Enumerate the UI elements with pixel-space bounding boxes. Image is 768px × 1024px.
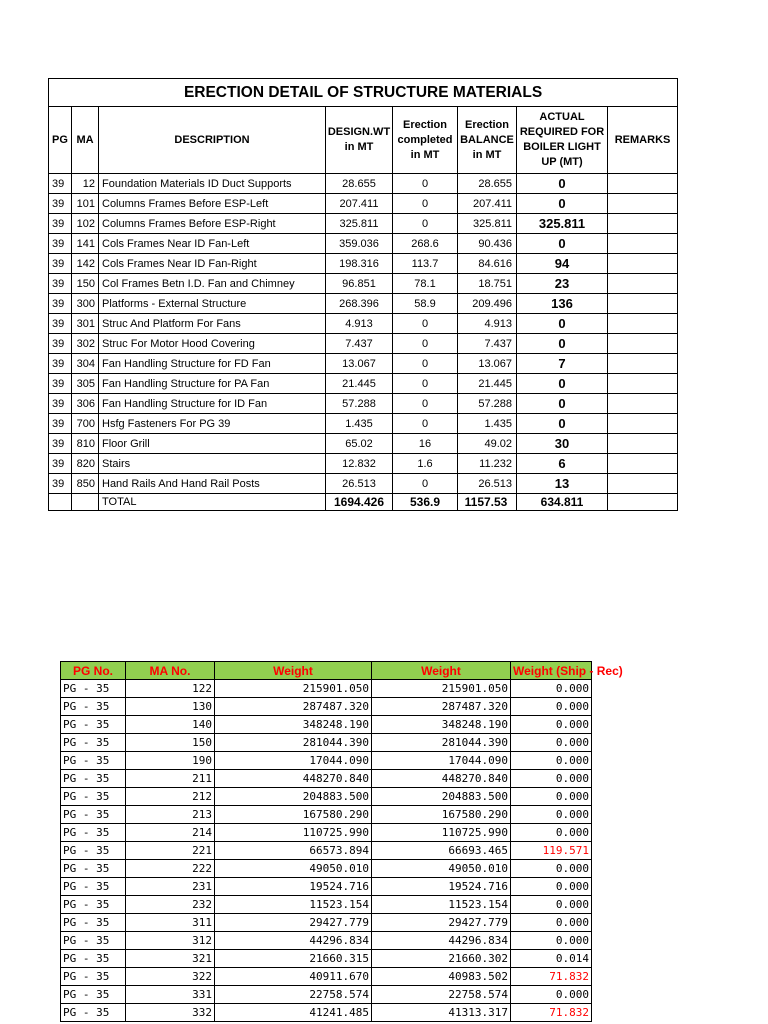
weight-ship-cell: 66573.894 [215, 842, 372, 860]
weight-received-cell: 21660.302 [372, 950, 511, 968]
design-weight-cell: 12.832 [326, 454, 393, 474]
description-cell: Fan Handling Structure for ID Fan [99, 394, 326, 414]
description-cell: Cols Frames Near ID Fan-Right [99, 254, 326, 274]
weight-difference-cell: 0.000 [511, 788, 592, 806]
weight-received-cell: 110725.990 [372, 824, 511, 842]
weight-received-cell: 41313.317 [372, 1004, 511, 1022]
weight-received-cell: 29427.779 [372, 914, 511, 932]
weight-ship-cell: 49050.010 [215, 860, 372, 878]
pg-no-cell: PG - 35 [61, 806, 126, 824]
weight-ship-cell: 44296.834 [215, 932, 372, 950]
pg-no-cell: PG - 35 [61, 896, 126, 914]
weight-received-cell: 281044.390 [372, 734, 511, 752]
pg-no-cell: PG - 35 [61, 914, 126, 932]
total-row [49, 494, 678, 511]
actual-required-cell: 94 [517, 254, 608, 274]
remarks-cell [608, 194, 678, 214]
pg-no-cell: PG - 35 [61, 734, 126, 752]
weight-received-cell: 19524.716 [372, 878, 511, 896]
remarks-cell [608, 334, 678, 354]
table-row [61, 734, 592, 752]
completed-cell: 0 [393, 334, 458, 354]
completed-cell: 268.6 [393, 234, 458, 254]
weight-ship-cell: 448270.840 [215, 770, 372, 788]
weight-ship-cell: 17044.090 [215, 752, 372, 770]
weight-received-cell: 66693.465 [372, 842, 511, 860]
weight-ship-cell: 40911.670 [215, 968, 372, 986]
description-cell: Platforms - External Structure [99, 294, 326, 314]
ma-cell: 850 [72, 474, 99, 494]
ma-cell: 304 [72, 354, 99, 374]
weight-received-cell: 348248.190 [372, 716, 511, 734]
actual-required-cell: 30 [517, 434, 608, 454]
pg-cell: 39 [49, 374, 72, 394]
pg-no-cell: PG - 35 [61, 770, 126, 788]
weight-ship-cell: 348248.190 [215, 716, 372, 734]
weight-difference-cell: 0.000 [511, 716, 592, 734]
erection-detail-table [48, 78, 678, 511]
remarks-cell [608, 254, 678, 274]
weight-difference-cell: 0.000 [511, 806, 592, 824]
header-weight-received: Weight [372, 662, 511, 680]
description-cell: Cols Frames Near ID Fan-Left [99, 234, 326, 254]
weight-ship-cell: 21660.315 [215, 950, 372, 968]
ma-no-cell: 130 [126, 698, 215, 716]
weight-ship-cell: 22758.574 [215, 986, 372, 1004]
completed-cell: 113.7 [393, 254, 458, 274]
weight-difference-cell: 0.000 [511, 752, 592, 770]
remarks-cell [608, 174, 678, 194]
actual-required-cell: 0 [517, 394, 608, 414]
weight-ship-cell: 167580.290 [215, 806, 372, 824]
design-weight-cell: 26.513 [326, 474, 393, 494]
table-row [61, 788, 592, 806]
description-cell: Columns Frames Before ESP-Right [99, 214, 326, 234]
description-cell: Struc For Motor Hood Covering [99, 334, 326, 354]
pg-cell: 39 [49, 214, 72, 234]
pg-cell: 39 [49, 454, 72, 474]
description-cell: Foundation Materials ID Duct Supports [99, 174, 326, 194]
pg-cell: 39 [49, 474, 72, 494]
pg-cell: 39 [49, 354, 72, 374]
actual-required-cell: 13 [517, 474, 608, 494]
weight-difference-cell: 71.832 [511, 968, 592, 986]
pg-cell: 39 [49, 334, 72, 354]
table-row [61, 950, 592, 968]
weight-ship-cell: 41241.485 [215, 1004, 372, 1022]
completed-cell: 58.9 [393, 294, 458, 314]
header-erection-balance: Erection BALANCE in MT [458, 107, 517, 174]
pg-no-cell: PG - 35 [61, 932, 126, 950]
pg-no-cell: PG - 35 [61, 986, 126, 1004]
weight-difference-cell: 71.832 [511, 1004, 592, 1022]
completed-cell: 0 [393, 314, 458, 334]
balance-cell: 325.811 [458, 214, 517, 234]
table-row [61, 806, 592, 824]
table-row [49, 454, 678, 474]
completed-cell: 0 [393, 214, 458, 234]
remarks-cell [608, 234, 678, 254]
header-design-weight: DESIGN.WT in MT [326, 107, 393, 174]
table-row [61, 752, 592, 770]
pg-cell: 39 [49, 294, 72, 314]
pg-no-cell: PG - 35 [61, 1004, 126, 1022]
balance-cell: 49.02 [458, 434, 517, 454]
weight-ship-cell: 19524.716 [215, 878, 372, 896]
ma-no-cell: 190 [126, 752, 215, 770]
weight-ship-cell: 204883.500 [215, 788, 372, 806]
table-row [49, 354, 678, 374]
completed-cell: 0 [393, 194, 458, 214]
table-row [49, 294, 678, 314]
weight-received-cell: 448270.840 [372, 770, 511, 788]
weight-difference-cell: 0.000 [511, 896, 592, 914]
ma-cell: 300 [72, 294, 99, 314]
actual-required-cell: 7 [517, 354, 608, 374]
completed-cell: 0 [393, 374, 458, 394]
ma-cell: 301 [72, 314, 99, 334]
weight-difference-cell: 0.000 [511, 914, 592, 932]
table-row [49, 234, 678, 254]
table-row [61, 770, 592, 788]
design-weight-cell: 57.288 [326, 394, 393, 414]
weight-ship-cell: 110725.990 [215, 824, 372, 842]
description-cell: Hand Rails And Hand Rail Posts [99, 474, 326, 494]
balance-cell: 7.437 [458, 334, 517, 354]
header-weight-ship: Weight [215, 662, 372, 680]
pg-no-cell: PG - 35 [61, 752, 126, 770]
balance-cell: 209.496 [458, 294, 517, 314]
weight-ship-cell: 215901.050 [215, 680, 372, 698]
table-row [61, 842, 592, 860]
weight-difference-cell: 0.000 [511, 680, 592, 698]
table-row [61, 860, 592, 878]
pg-no-cell: PG - 35 [61, 680, 126, 698]
design-weight-cell: 198.316 [326, 254, 393, 274]
weight-difference-cell: 0.014 [511, 950, 592, 968]
design-weight-cell: 28.655 [326, 174, 393, 194]
weight-received-cell: 22758.574 [372, 986, 511, 1004]
table-row [49, 214, 678, 234]
balance-cell: 13.067 [458, 354, 517, 374]
pg-no-cell: PG - 35 [61, 788, 126, 806]
pg-no-cell: PG - 35 [61, 842, 126, 860]
total-pg-cell [49, 494, 72, 511]
weight-ship-cell: 29427.779 [215, 914, 372, 932]
pg-no-cell: PG - 35 [61, 698, 126, 716]
table-row [49, 334, 678, 354]
balance-cell: 57.288 [458, 394, 517, 414]
completed-cell: 0 [393, 414, 458, 434]
pg-no-cell: PG - 35 [61, 860, 126, 878]
weight-difference-cell: 0.000 [511, 824, 592, 842]
completed-cell: 1.6 [393, 454, 458, 474]
table-title: ERECTION DETAIL OF STRUCTURE MATERIALS [49, 79, 678, 107]
design-weight-cell: 7.437 [326, 334, 393, 354]
ma-cell: 302 [72, 334, 99, 354]
weight-ship-cell: 11523.154 [215, 896, 372, 914]
total-design-weight: 1694.426 [326, 494, 393, 511]
weight-difference-cell: 0.000 [511, 770, 592, 788]
actual-required-cell: 0 [517, 334, 608, 354]
weight-difference-cell: 0.000 [511, 986, 592, 1004]
weight-received-cell: 17044.090 [372, 752, 511, 770]
design-weight-cell: 325.811 [326, 214, 393, 234]
remarks-cell [608, 314, 678, 334]
design-weight-cell: 21.445 [326, 374, 393, 394]
design-weight-cell: 4.913 [326, 314, 393, 334]
balance-cell: 18.751 [458, 274, 517, 294]
table-row [49, 194, 678, 214]
weight-difference-cell: 0.000 [511, 698, 592, 716]
actual-required-cell: 23 [517, 274, 608, 294]
description-cell: Struc And Platform For Fans [99, 314, 326, 334]
completed-cell: 0 [393, 474, 458, 494]
weight-received-cell: 204883.500 [372, 788, 511, 806]
ma-no-cell: 232 [126, 896, 215, 914]
balance-cell: 26.513 [458, 474, 517, 494]
total-ma-cell [72, 494, 99, 511]
weight-received-cell: 287487.320 [372, 698, 511, 716]
header-description: DESCRIPTION [99, 107, 326, 174]
total-actual: 634.811 [517, 494, 608, 511]
actual-required-cell: 0 [517, 314, 608, 334]
pg-cell: 39 [49, 174, 72, 194]
header-pg: PG [49, 107, 72, 174]
table-row [49, 174, 678, 194]
ma-cell: 101 [72, 194, 99, 214]
weight-received-cell: 167580.290 [372, 806, 511, 824]
description-cell: Fan Handling Structure for FD Fan [99, 354, 326, 374]
pg-no-cell: PG - 35 [61, 968, 126, 986]
weight-difference-cell: 0.000 [511, 734, 592, 752]
table-row [61, 716, 592, 734]
pg-no-cell: PG - 35 [61, 824, 126, 842]
pg-cell: 39 [49, 434, 72, 454]
remarks-cell [608, 434, 678, 454]
balance-cell: 4.913 [458, 314, 517, 334]
weight-received-cell: 44296.834 [372, 932, 511, 950]
completed-cell: 16 [393, 434, 458, 454]
ma-no-cell: 322 [126, 968, 215, 986]
ma-no-cell: 214 [126, 824, 215, 842]
pg-cell: 39 [49, 314, 72, 334]
weight-received-cell: 40983.502 [372, 968, 511, 986]
pg-cell: 39 [49, 234, 72, 254]
remarks-cell [608, 374, 678, 394]
header-ma-no: MA No. [126, 662, 215, 680]
ma-cell: 12 [72, 174, 99, 194]
balance-cell: 1.435 [458, 414, 517, 434]
pg-cell: 39 [49, 414, 72, 434]
header-remarks: REMARKS [608, 107, 678, 174]
ma-no-cell: 211 [126, 770, 215, 788]
weight-received-cell: 11523.154 [372, 896, 511, 914]
header-ma: MA [72, 107, 99, 174]
table-row [61, 878, 592, 896]
header-erection-completed: Erection completed in MT [393, 107, 458, 174]
ma-cell: 306 [72, 394, 99, 414]
table-row [61, 680, 592, 698]
erection-table-body [49, 174, 678, 494]
ma-cell: 820 [72, 454, 99, 474]
table-row [61, 698, 592, 716]
weight-received-cell: 215901.050 [372, 680, 511, 698]
table-row [49, 434, 678, 454]
ma-no-cell: 332 [126, 1004, 215, 1022]
weight-difference-cell: 119.571 [511, 842, 592, 860]
header-weight-difference: Weight (Ship - Rec) [511, 662, 592, 680]
total-remarks [608, 494, 678, 511]
ma-no-cell: 321 [126, 950, 215, 968]
pg-cell: 39 [49, 194, 72, 214]
table-row [49, 374, 678, 394]
table-row [49, 274, 678, 294]
actual-required-cell: 325.811 [517, 214, 608, 234]
pg-cell: 39 [49, 394, 72, 414]
actual-required-cell: 136 [517, 294, 608, 314]
remarks-cell [608, 454, 678, 474]
completed-cell: 0 [393, 174, 458, 194]
actual-required-cell: 0 [517, 234, 608, 254]
ma-cell: 102 [72, 214, 99, 234]
total-completed: 536.9 [393, 494, 458, 511]
balance-cell: 11.232 [458, 454, 517, 474]
description-cell: Columns Frames Before ESP-Left [99, 194, 326, 214]
total-label: TOTAL [99, 494, 326, 511]
weight-difference-cell: 0.000 [511, 878, 592, 896]
weight-difference-cell: 0.000 [511, 932, 592, 950]
table-row [49, 414, 678, 434]
remarks-cell [608, 274, 678, 294]
design-weight-cell: 359.036 [326, 234, 393, 254]
table-row [61, 1004, 592, 1022]
table-row [61, 914, 592, 932]
balance-cell: 84.616 [458, 254, 517, 274]
weight-received-cell: 49050.010 [372, 860, 511, 878]
completed-cell: 0 [393, 354, 458, 374]
design-weight-cell: 268.396 [326, 294, 393, 314]
description-cell: Fan Handling Structure for PA Fan [99, 374, 326, 394]
pg-no-cell: PG - 35 [61, 716, 126, 734]
actual-required-cell: 0 [517, 194, 608, 214]
weight-difference-cell: 0.000 [511, 860, 592, 878]
table-row [61, 824, 592, 842]
table-row [49, 254, 678, 274]
ma-no-cell: 311 [126, 914, 215, 932]
design-weight-cell: 207.411 [326, 194, 393, 214]
table-row [49, 314, 678, 334]
actual-required-cell: 0 [517, 174, 608, 194]
header-actual-required: ACTUAL REQUIRED FOR BOILER LIGHT UP (MT) [517, 107, 608, 174]
pg-no-cell: PG - 35 [61, 878, 126, 896]
ma-no-cell: 150 [126, 734, 215, 752]
remarks-cell [608, 214, 678, 234]
ma-cell: 700 [72, 414, 99, 434]
header-pg-no: PG No. [61, 662, 126, 680]
pg-cell: 39 [49, 254, 72, 274]
remarks-cell [608, 294, 678, 314]
completed-cell: 78.1 [393, 274, 458, 294]
completed-cell: 0 [393, 394, 458, 414]
pg-no-cell: PG - 35 [61, 950, 126, 968]
design-weight-cell: 13.067 [326, 354, 393, 374]
balance-cell: 21.445 [458, 374, 517, 394]
ma-no-cell: 222 [126, 860, 215, 878]
design-weight-cell: 65.02 [326, 434, 393, 454]
ma-cell: 141 [72, 234, 99, 254]
description-cell: Hsfg Fasteners For PG 39 [99, 414, 326, 434]
balance-cell: 90.436 [458, 234, 517, 254]
ma-no-cell: 331 [126, 986, 215, 1004]
actual-required-cell: 0 [517, 414, 608, 434]
table-row [49, 474, 678, 494]
ma-no-cell: 221 [126, 842, 215, 860]
table-row [61, 968, 592, 986]
table-row [61, 896, 592, 914]
actual-required-cell: 6 [517, 454, 608, 474]
table-row [61, 986, 592, 1004]
table-row [61, 932, 592, 950]
description-cell: Stairs [99, 454, 326, 474]
ma-no-cell: 212 [126, 788, 215, 806]
table-row [49, 394, 678, 414]
ma-no-cell: 231 [126, 878, 215, 896]
remarks-cell [608, 394, 678, 414]
ma-cell: 305 [72, 374, 99, 394]
remarks-cell [608, 414, 678, 434]
actual-required-cell: 0 [517, 374, 608, 394]
total-balance: 1157.53 [458, 494, 517, 511]
pg-cell: 39 [49, 274, 72, 294]
ma-no-cell: 213 [126, 806, 215, 824]
weight-table-body [61, 680, 592, 1022]
remarks-cell [608, 354, 678, 374]
ma-cell: 142 [72, 254, 99, 274]
ma-no-cell: 312 [126, 932, 215, 950]
description-cell: Col Frames Betn I.D. Fan and Chimney [99, 274, 326, 294]
ma-no-cell: 140 [126, 716, 215, 734]
design-weight-cell: 96.851 [326, 274, 393, 294]
design-weight-cell: 1.435 [326, 414, 393, 434]
weight-comparison-table [60, 661, 623, 1022]
ma-no-cell: 122 [126, 680, 215, 698]
description-cell: Floor Grill [99, 434, 326, 454]
balance-cell: 207.411 [458, 194, 517, 214]
ma-cell: 810 [72, 434, 99, 454]
ma-cell: 150 [72, 274, 99, 294]
weight-ship-cell: 287487.320 [215, 698, 372, 716]
balance-cell: 28.655 [458, 174, 517, 194]
remarks-cell [608, 474, 678, 494]
weight-ship-cell: 281044.390 [215, 734, 372, 752]
